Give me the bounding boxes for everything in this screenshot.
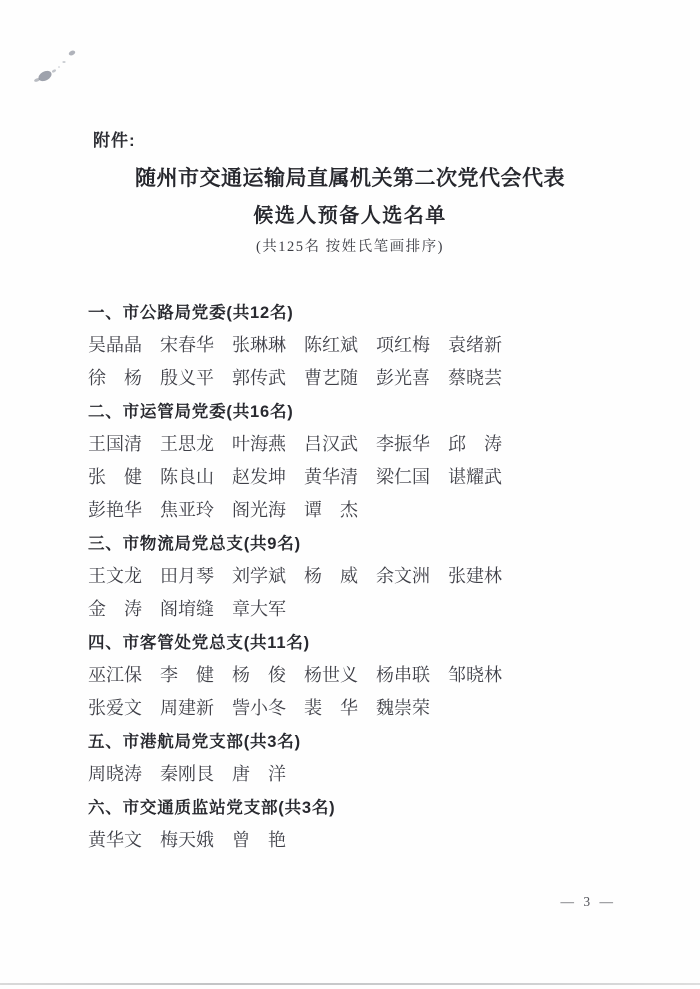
candidate-name: 王思龙 (160, 433, 214, 454)
candidate-name: 吴晶晶 (88, 334, 142, 355)
candidate-name: 杨世义 (304, 664, 358, 685)
candidate-name: 杨串联 (376, 664, 430, 685)
name-row (88, 822, 628, 855)
candidate-name: 巫江保 (88, 664, 142, 685)
scan-edge-line (0, 983, 700, 985)
candidate-name: 梅天娥 (160, 829, 214, 850)
candidate-name: 余文洲 (376, 565, 430, 586)
page-number: — 3 — (560, 894, 616, 909)
candidate-name: 秦刚艮 (160, 763, 214, 784)
document-title-line2: 候选人预备人选名单 (253, 205, 447, 227)
candidate-name: 吕汉武 (304, 433, 358, 454)
candidate-name: 唐 洋 (232, 763, 286, 784)
candidate-name: 裴 华 (304, 697, 358, 718)
candidate-name: 谭 杰 (304, 499, 358, 520)
candidate-name: 徐 杨 (88, 367, 142, 388)
candidate-name: 邹晓林 (448, 664, 502, 685)
candidate-name: 刘学斌 (232, 565, 286, 586)
section-heading-6: 六、市交通质监站党支部(共3名) (88, 798, 336, 817)
name-row (88, 327, 628, 360)
candidate-name: 彭艳华 (88, 499, 142, 520)
section-heading-4: 四、市客管处党总支(共11名) (88, 633, 310, 652)
candidate-name: 王文龙 (88, 565, 142, 586)
name-row (88, 360, 628, 393)
candidate-name: 殷义平 (160, 367, 214, 388)
candidate-name: 项红梅 (376, 334, 430, 355)
name-row (88, 558, 628, 591)
candidate-name: 杨 俊 (232, 664, 286, 685)
candidate-name: 陈红斌 (304, 334, 358, 355)
candidate-name: 李振华 (376, 433, 430, 454)
candidate-name: 黄华文 (88, 829, 142, 850)
section-heading-2: 二、市运管局党委(共16名) (88, 402, 294, 421)
document-title-line1: 随州市交通运输局直属机关第二次党代会代表 (135, 167, 565, 190)
candidate-name: 彭光喜 (376, 367, 430, 388)
candidate-name: 张琳琳 (232, 334, 286, 355)
section-heading-3: 三、市物流局党总支(共9名) (88, 534, 301, 553)
candidate-sections (88, 294, 628, 855)
candidate-name: 魏崇荣 (376, 697, 430, 718)
candidate-name: 梁仁国 (376, 466, 430, 487)
name-row (88, 492, 628, 525)
document-subtitle: (共125名 按姓氏笔画排序) (255, 239, 445, 255)
name-row (88, 690, 628, 723)
name-row (88, 426, 628, 459)
candidate-name: 陈良山 (160, 466, 214, 487)
name-row (88, 459, 628, 492)
section-heading-1: 一、市公路局党委(共12名) (88, 303, 294, 322)
candidate-name: 张 健 (88, 466, 142, 487)
candidate-name: 郭传武 (232, 367, 286, 388)
candidate-name: 蔡晓芸 (448, 367, 502, 388)
candidate-name: 周建新 (160, 697, 214, 718)
candidate-name: 訾小冬 (232, 697, 286, 718)
name-row (88, 756, 628, 789)
candidate-name: 阁堉缝 (160, 598, 214, 619)
candidate-name: 黄华清 (304, 466, 358, 487)
candidate-name: 曹艺随 (304, 367, 358, 388)
candidate-name: 周晓涛 (88, 763, 142, 784)
candidate-name: 袁绪新 (448, 334, 502, 355)
candidate-name: 章大军 (232, 598, 286, 619)
candidate-name: 金 涛 (88, 598, 142, 619)
name-row (88, 591, 628, 624)
candidate-name: 杨 威 (304, 565, 358, 586)
candidate-name: 邱 涛 (448, 433, 502, 454)
candidate-name: 叶海燕 (232, 433, 286, 454)
candidate-name: 王国清 (88, 433, 142, 454)
attachment-label: 附件: (93, 131, 136, 150)
candidate-name: 曾 艳 (232, 829, 286, 850)
candidate-name: 李 健 (160, 664, 214, 685)
candidate-name: 谌耀武 (448, 466, 502, 487)
name-row (88, 657, 628, 690)
candidate-name: 阁光海 (232, 499, 286, 520)
ink-smudge-artifact (28, 38, 88, 88)
candidate-name: 张建林 (448, 565, 502, 586)
candidate-name: 赵发坤 (232, 466, 286, 487)
candidate-name: 宋春华 (160, 334, 214, 355)
candidate-name: 田月琴 (160, 565, 214, 586)
candidate-name: 张爱文 (88, 697, 142, 718)
section-heading-5: 五、市港航局党支部(共3名) (88, 732, 301, 751)
candidate-name: 焦亚玲 (160, 499, 214, 520)
